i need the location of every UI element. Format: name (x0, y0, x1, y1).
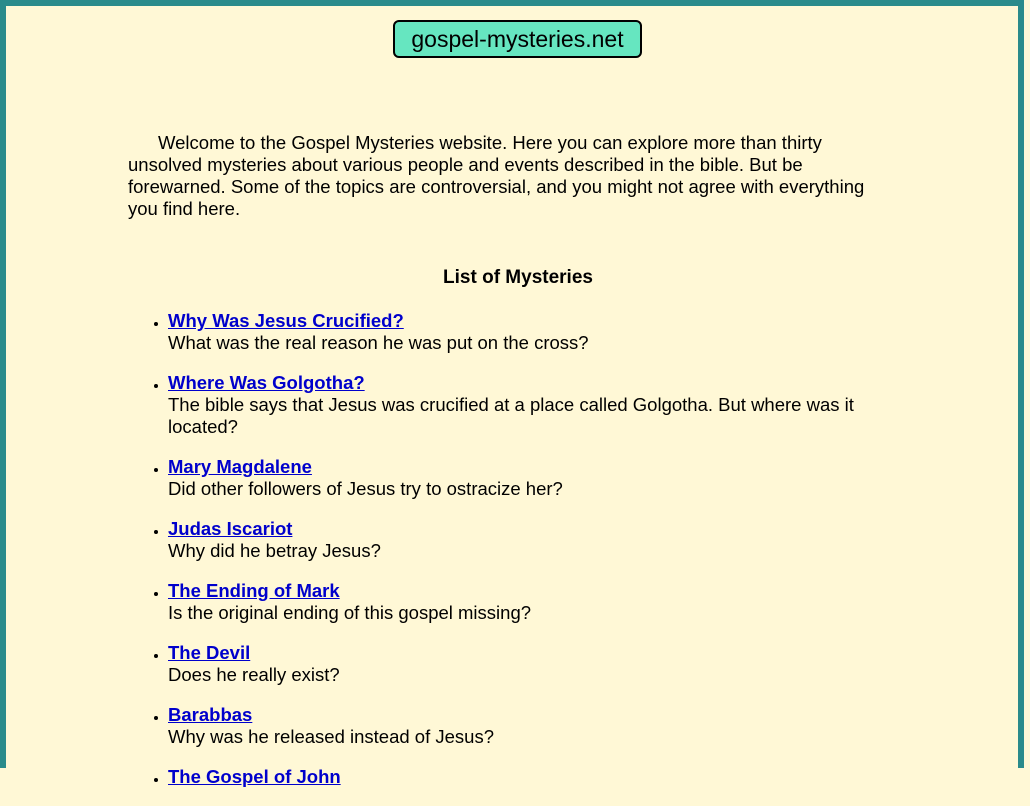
list-item (168, 372, 928, 438)
mystery-description: What was the real reason he was put on the cross? (168, 332, 589, 353)
mysteries-list (128, 310, 928, 806)
mystery-link-barabbas[interactable]: Barabbas (168, 704, 253, 725)
list-item (168, 642, 928, 686)
site-title: gospel-mysteries.net (393, 20, 642, 58)
mystery-link-the-devil[interactable]: The Devil (168, 642, 251, 663)
list-heading: List of Mysteries (443, 267, 593, 288)
mystery-link-why-was-jesus-crucified[interactable]: Why Was Jesus Crucified? (168, 310, 404, 331)
mystery-link-mary-magdalene[interactable]: Mary Magdalene (168, 456, 312, 477)
intro-paragraph: Welcome to the Gospel Mysteries website. Here you can explore more than thirty unsolved mysteries about various people and events described in the bible. But be forewarned. Some of the topics are controversial, and you might not agree with everything you find here. (128, 132, 865, 219)
mystery-description: Does he really exist? (168, 664, 340, 685)
mystery-description: Did other followers of Jesus try to ostracize her? (168, 478, 563, 499)
mystery-description: The bible says that Jesus was crucified at a place called Golgotha. But where was it located? (168, 394, 854, 437)
mystery-link-ending-of-mark[interactable]: The Ending of Mark (168, 580, 340, 601)
list-item (168, 518, 928, 562)
mystery-description: Why was he released instead of Jesus? (168, 726, 494, 747)
mystery-description: Why did he betray Jesus? (168, 540, 381, 561)
mystery-link-where-was-golgotha[interactable]: Where Was Golgotha? (168, 372, 365, 393)
mystery-link-gospel-of-john[interactable]: The Gospel of John (168, 766, 341, 787)
list-item (168, 580, 928, 624)
list-item (168, 310, 928, 354)
list-item (168, 704, 928, 748)
list-item (168, 766, 928, 788)
mystery-link-judas-iscariot[interactable]: Judas Iscariot (168, 518, 293, 539)
list-item (168, 456, 928, 500)
mystery-description: Is the original ending of this gospel missing? (168, 602, 532, 623)
